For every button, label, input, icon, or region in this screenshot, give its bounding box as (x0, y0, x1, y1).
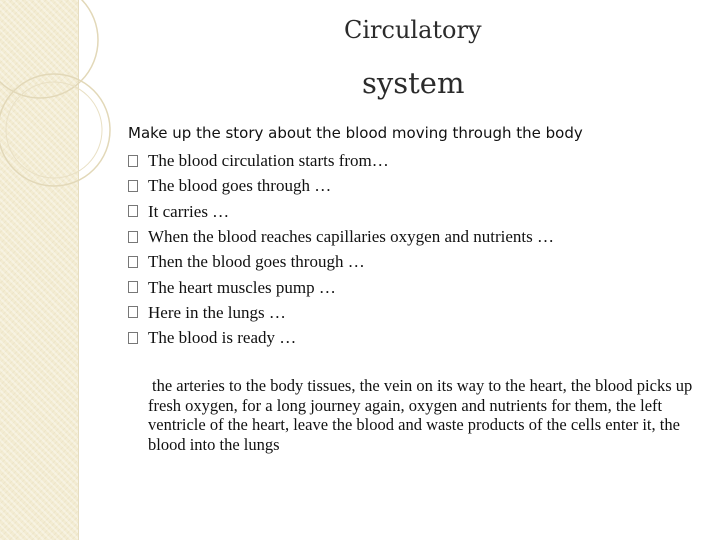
square-bullet-icon (128, 155, 138, 167)
list-item-text: Then the blood goes through … (148, 252, 365, 272)
list-item-text: The heart muscles pump … (148, 277, 336, 297)
list-item-text: When the blood reaches capillaries oxygen and nutrients … (148, 227, 554, 247)
list-item (128, 148, 554, 173)
square-bullet-icon (128, 281, 138, 293)
list-item (128, 249, 554, 274)
prompt-list (128, 148, 554, 350)
instruction-text: Make up the story about the blood moving through the body (128, 124, 583, 142)
list-item (128, 173, 554, 198)
square-bullet-icon (128, 231, 138, 243)
list-item (128, 300, 554, 325)
square-bullet-icon (128, 180, 138, 192)
list-item-text: Here in the lungs … (148, 302, 286, 322)
list-item-text: It carries … (148, 201, 230, 221)
square-bullet-icon (128, 332, 138, 344)
list-item-text: The blood is ready … (148, 328, 297, 348)
list-item-text: The blood goes through … (148, 176, 332, 196)
square-bullet-icon (128, 256, 138, 268)
square-bullet-icon (128, 205, 138, 217)
list-item (128, 325, 554, 350)
list-item-text: The blood circulation starts from… (148, 151, 389, 171)
answer-phrases: the arteries to the body tissues, the vein on its way to the heart, the blood picks up fresh oxygen, for a long journey again, oxygen and nutrients for them, the left ventricle of the heart, leave the blood and waste products of the cells enter it, the blood into the lungs (148, 376, 693, 454)
square-bullet-icon (128, 306, 138, 318)
slide-title-line-1: Circulatory (344, 16, 482, 44)
list-item (128, 224, 554, 249)
slide-title-line-2: system (362, 66, 465, 100)
list-item (128, 199, 554, 224)
list-item (128, 274, 554, 299)
